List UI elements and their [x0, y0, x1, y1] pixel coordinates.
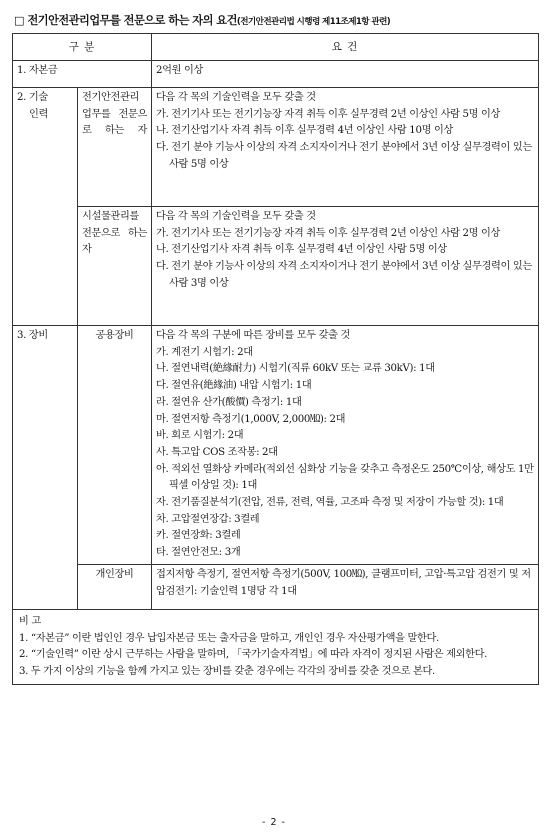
tech-label-line2: 인력: [29, 108, 48, 120]
equipment-common-requirement: [152, 326, 539, 565]
list-item: 다. 전기 분야 기능사 이상의 자격 소지자이거나 전기 분야에서 3년 이상 실무경력이 있는 사람 5명 이상: [156, 142, 532, 170]
heading-title: 전기안전관리업무를 전문으로 하는 자의 요건: [27, 14, 237, 27]
capital-label: 1. 자본금: [13, 61, 152, 88]
heading-subtitle: (전기안전관리법 시행령 제11조제1항 관련): [236, 17, 391, 27]
list-item: 가. 계전기 시험기: 2대: [156, 346, 253, 358]
tech-row-facility: [13, 207, 539, 326]
list-item: 1. “자본금” 이란 법인인 경우 납입자본금 또는 출자금을 말하고, 개인인 경우 자산평가액을 말한다.: [19, 632, 439, 644]
equipment-label: 3. 장비: [13, 326, 78, 610]
list-item: 2. “기술인력” 이란 상시 근무하는 사람을 말하며, 「국가기술자격법」에 따라 자격이 정지된 사람은 제외한다.: [19, 649, 487, 661]
capital-row: [13, 61, 539, 88]
list-item: 라. 절연유 산가(酸價) 측정기: 1대: [156, 396, 302, 408]
equipment-common-label: 공용장비: [78, 326, 152, 565]
list-item: 타. 절연안전모: 3개: [156, 547, 241, 559]
heading-bullet: □: [14, 14, 25, 27]
tech-label: [13, 88, 78, 326]
capital-value: 2억원 이상: [152, 61, 539, 88]
list-item: 가. 전기기사 또는 전기기능장 자격 취득 이후 실무경력 2년 이상인 사람 2명 이상: [156, 227, 501, 239]
tech-sub-label-specialist: 전기안전관리업무를 전문으로 하는 자: [78, 88, 152, 207]
notes-title: 비 고: [19, 615, 41, 627]
list-item: 사. 특고압 COS 조작봉: 2대: [156, 446, 278, 458]
table-header-row: [13, 34, 539, 61]
list-item: 바. 회로 시험기: 2대: [156, 430, 244, 442]
page-number: - 2 -: [262, 817, 286, 828]
page-heading: [14, 12, 538, 28]
header-requirement: 요 건: [152, 34, 539, 61]
equipment-row-common: [13, 326, 539, 565]
list-item: 다. 절연유(絶緣油) 내압 시험기: 1대: [156, 380, 312, 392]
list-item: 자. 전기품질분석기(전압, 전류, 전력, 역률, 고조파 측정 및 저장이 가능할 것): 1대: [156, 497, 504, 509]
equipment-personal-label: 개인장비: [78, 564, 152, 609]
notes-row: [13, 609, 539, 684]
equipment-intro: 다음 각 목의 구분에 따른 장비를 모두 갖출 것: [156, 330, 350, 341]
list-item: 카. 절연장화: 3켤레: [156, 530, 241, 542]
list-item: 3. 두 가지 이상의 기능을 함께 가지고 있는 장비를 갖춘 경우에는 각각의 장비를 갖춘 것으로 본다.: [19, 665, 435, 677]
tech-label-line1: 2. 기술: [17, 92, 48, 103]
tech-requirement-facility: [152, 207, 539, 326]
list-item: 나. 전기산업기사 자격 취득 이후 실무경력 4년 이상인 사람 10명 이상: [156, 125, 453, 137]
list-item: 아. 적외선 열화상 카메라(적외선 심화상 기능을 갖추고 측정온도 250℃이상, 해상도 1만 픽셀 이상일 것): 1대: [156, 463, 534, 492]
tech-intro: 다음 각 목의 기술인력을 모두 갖출 것: [156, 92, 316, 103]
list-item: 나. 전기산업기사 자격 취득 이후 실무경력 4년 이상인 사람 5명 이상: [156, 244, 447, 256]
tech-sub-label-facility: 시설물관리를 전문으로 하는 자: [78, 207, 152, 326]
equipment-personal-requirement: 접지저항 측정기, 절연저항 측정기(500V, 100㏁), 클램프미터, 고압·특고압 검전기 및 저압검전기: 기술인력 1명당 각 1대: [152, 564, 539, 609]
list-item: 다. 전기 분야 기능사 이상의 자격 소지자이거나 전기 분야에서 3년 이상 실무경력이 있는 사람 3명 이상: [156, 261, 532, 289]
tech-requirement-specialist: [152, 88, 539, 207]
notes-cell: [13, 609, 539, 684]
tech-row-specialist: [13, 88, 539, 207]
header-category: 구 분: [13, 34, 152, 61]
list-item: 마. 절연저항 측정기(1,000V, 2,000㏁): 2대: [156, 413, 346, 425]
list-item: 차. 고압절연장갑: 3켤레: [156, 513, 260, 525]
requirements-table: [12, 33, 539, 685]
list-item: 나. 절연내력(絶緣耐力) 시험기(직류 60kV 또는 교류 30kV): 1대: [156, 363, 435, 375]
tech-intro: 다음 각 목의 기술인력을 모두 갖출 것: [156, 211, 316, 222]
list-item: 가. 전기기사 또는 전기기능장 자격 취득 이후 실무경력 2년 이상인 사람 5명 이상: [156, 108, 501, 120]
equipment-row-personal: [13, 564, 539, 609]
